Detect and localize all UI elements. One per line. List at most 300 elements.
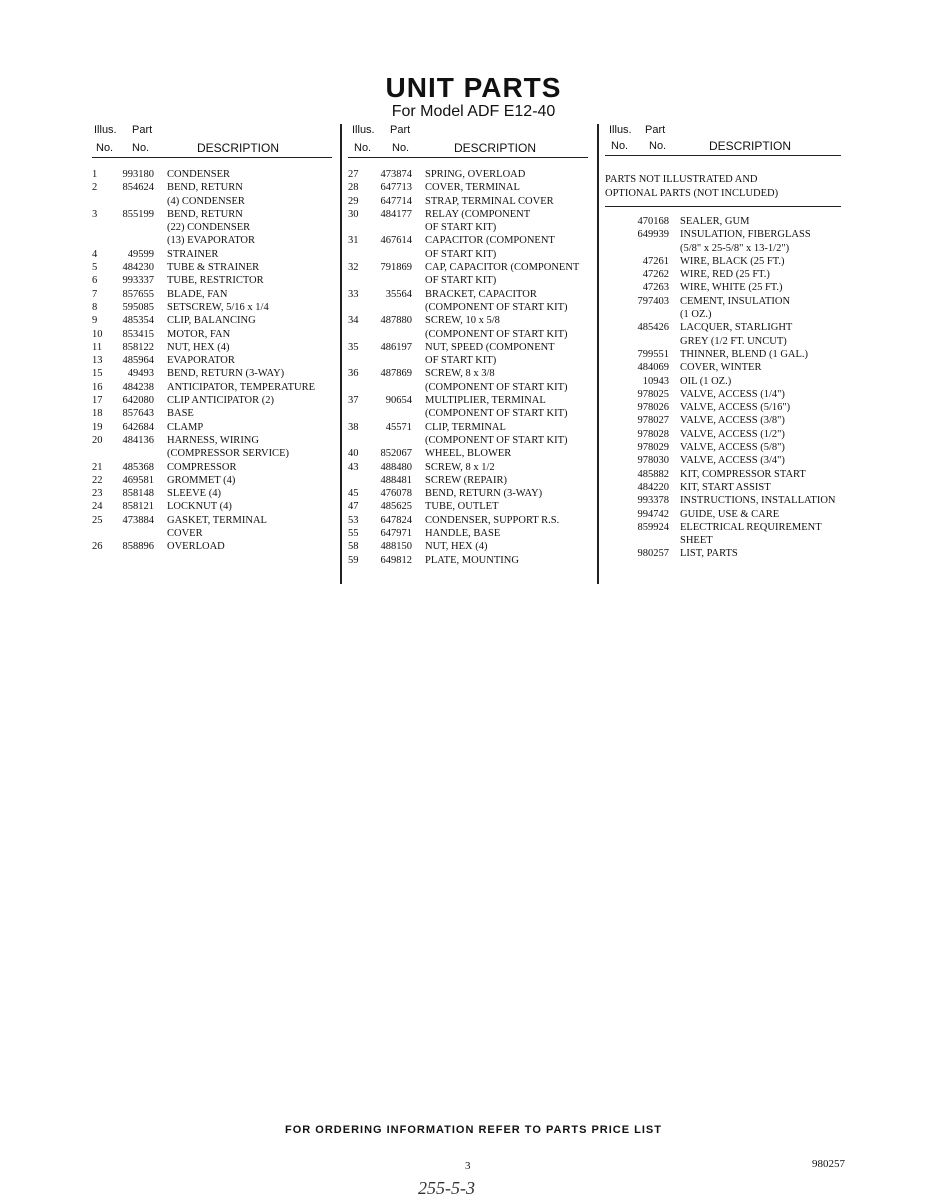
table-row: [605, 295, 845, 308]
illus-number: 37: [348, 395, 359, 407]
table-row: [348, 554, 590, 567]
table-row: [92, 514, 332, 527]
part-description: (COMPONENT OF START KIT): [425, 301, 568, 313]
table-row: [92, 394, 332, 407]
illus-number: 28: [348, 182, 359, 194]
part-description: SCREW (REPAIR): [425, 474, 507, 486]
table-row: [605, 242, 845, 255]
part-description: BASE: [167, 408, 194, 420]
part-number: 857643: [122, 408, 154, 420]
table-row: [348, 288, 590, 301]
part-number: 473884: [122, 514, 154, 526]
table-row: [348, 514, 590, 527]
part-number: 857655: [122, 288, 154, 300]
illus-number: 1: [92, 169, 98, 180]
part-number: 647714: [380, 195, 412, 207]
part-description: CONDENSER: [167, 169, 231, 180]
part-description: ELECTRICAL REQUIREMENT: [680, 521, 822, 533]
table-row: [92, 328, 332, 341]
table-row: [348, 394, 590, 407]
table-row: [605, 534, 845, 547]
illus-number: 7: [92, 288, 98, 300]
part-description: GUIDE, USE & CARE: [680, 508, 780, 520]
illus-number: 38: [348, 421, 359, 433]
description-label: DESCRIPTION: [454, 141, 537, 155]
table-row: [348, 301, 590, 314]
part-no-label: No.: [132, 142, 150, 154]
part-number: 978027: [637, 415, 669, 427]
part-number: 978028: [637, 428, 669, 440]
part-description: CLAMP: [167, 421, 204, 433]
illus-number: 19: [92, 421, 103, 433]
part-description: GASKET, TERMINAL: [167, 514, 267, 526]
part-number: 35564: [385, 288, 412, 300]
part-number: 858896: [122, 541, 154, 553]
part-description: (5/8" x 25-5/8" x 13-1/2"): [680, 242, 790, 254]
page-subtitle: For Model ADF E12-40: [391, 103, 556, 120]
part-description: (COMPONENT OF START KIT): [425, 408, 568, 420]
table-row: [605, 375, 845, 388]
document-number: 980257: [812, 1158, 845, 1170]
table-row: [348, 221, 590, 234]
part-label: Part: [132, 124, 153, 136]
table-row: [605, 521, 845, 534]
table-row: [92, 274, 332, 287]
table-row: [605, 348, 845, 361]
table-row: [92, 447, 332, 460]
part-description: COMPRESSOR: [167, 461, 237, 473]
part-number: 647824: [380, 514, 412, 526]
illus-number: 36: [348, 368, 359, 380]
table-row: [92, 474, 332, 487]
handwritten-note: 255-5-3: [418, 1178, 475, 1198]
part-description: COVER, TERMINAL: [425, 182, 520, 194]
part-number: 488150: [380, 541, 412, 553]
part-description: VALVE, ACCESS (1/2"): [680, 428, 785, 440]
illus-number: 59: [348, 554, 359, 566]
part-description: BRACKET, CAPACITOR: [425, 288, 537, 300]
column-divider: [597, 124, 599, 584]
part-description: RELAY (COMPONENT: [425, 208, 531, 220]
part-description: HANDLE, BASE: [425, 528, 501, 540]
part-description: MULTIPLIER, TERMINAL: [425, 395, 546, 407]
part-number: 487880: [380, 315, 412, 327]
page-title: UNIT PARTS: [385, 72, 562, 103]
part-no-label: No.: [392, 142, 410, 154]
part-description: PLATE, MOUNTING: [425, 554, 519, 566]
illus-number: 31: [348, 235, 359, 247]
table-row: [92, 540, 332, 553]
part-description: HARNESS, WIRING: [167, 434, 259, 446]
part-description: (1 OZ.): [680, 309, 712, 321]
part-number: 642684: [122, 421, 154, 433]
part-number: 45571: [385, 421, 412, 433]
table-row: [348, 274, 590, 287]
illus-number: 18: [92, 408, 103, 420]
part-description: SETSCREW, 5/16 x 1/4: [167, 301, 269, 313]
illus-number: 33: [348, 288, 359, 300]
part-description: CAP, CAPACITOR (COMPONENT: [425, 262, 580, 274]
table-row: [348, 407, 590, 420]
illus-label: Illus.: [94, 124, 117, 136]
part-number: 993378: [637, 495, 669, 507]
illus-label: Illus.: [352, 124, 375, 136]
part-description: SCREW, 8 x 3/8: [425, 368, 495, 380]
parts-column-3: [605, 123, 845, 561]
illus-number: 30: [348, 208, 359, 220]
part-number: 47263: [642, 282, 669, 294]
table-row: [605, 428, 845, 441]
part-number: 978026: [637, 402, 669, 414]
part-number: 484177: [380, 208, 412, 220]
part-number: 647713: [380, 182, 412, 194]
table-row: [348, 341, 590, 354]
part-number: 484230: [122, 262, 154, 274]
table-row: [92, 314, 332, 327]
illus-number: 58: [348, 541, 359, 553]
note-rule: [605, 206, 841, 207]
part-number: 488481: [380, 474, 412, 486]
part-description: COVER: [167, 528, 203, 540]
table-row: [605, 388, 845, 401]
part-number: 855199: [122, 208, 154, 220]
part-number: 473874: [380, 169, 412, 180]
table-row: [92, 341, 332, 354]
part-number: 978025: [637, 388, 669, 400]
part-description: CLIP, TERMINAL: [425, 421, 506, 433]
part-description: (13) EVAPORATOR: [167, 235, 255, 247]
part-number: 485426: [637, 322, 669, 334]
illus-number: 40: [348, 448, 359, 460]
part-description: TUBE, RESTRICTOR: [167, 275, 264, 287]
note-line: PARTS NOT ILLUSTRATED AND: [605, 174, 758, 185]
part-description: (COMPONENT OF START KIT): [425, 434, 568, 446]
part-description: BEND, RETURN (3-WAY): [425, 488, 543, 500]
part-number: 595085: [122, 301, 154, 313]
table-row: [605, 321, 845, 334]
illus-label: Illus.: [609, 124, 632, 136]
table-row: [348, 474, 590, 487]
part-description: CONDENSER, SUPPORT R.S.: [425, 514, 560, 526]
part-description: CLIP, BALANCING: [167, 315, 256, 327]
illus-number: 6: [92, 275, 98, 287]
part-number: 487869: [380, 368, 412, 380]
part-description: OF START KIT): [425, 222, 497, 234]
part-description: LOCKNUT (4): [167, 501, 232, 513]
table-row: [92, 407, 332, 420]
column-divider: [340, 124, 342, 584]
illus-number: 25: [92, 514, 103, 526]
illus-number: 2: [92, 182, 98, 194]
page-number: 3: [465, 1160, 471, 1172]
part-number: 485625: [380, 501, 412, 513]
part-description: WHEEL, BLOWER: [425, 448, 512, 460]
part-number: 647971: [380, 528, 412, 540]
table-row: [92, 234, 332, 247]
part-description: GREY (1/2 FT. UNCUT): [680, 335, 787, 347]
part-number: 980257: [637, 548, 669, 560]
table-row: [348, 181, 590, 194]
table-row: [605, 468, 845, 481]
part-label: Part: [645, 124, 666, 136]
part-description: VALVE, ACCESS (5/16"): [680, 402, 791, 414]
part-description: OF START KIT): [425, 248, 497, 260]
part-description: ANTICIPATOR, TEMPERATURE: [167, 381, 315, 393]
part-description: OVERLOAD: [167, 541, 225, 553]
illus-number: 16: [92, 381, 103, 393]
illus-number: 15: [92, 368, 103, 380]
part-description: WIRE, RED (25 FT.): [680, 269, 770, 281]
part-description: TUBE & STRAINER: [167, 262, 260, 274]
part-number: 649939: [637, 229, 669, 241]
column-header: [605, 123, 845, 159]
part-number: 485368: [122, 461, 154, 473]
ordering-info: FOR ORDERING INFORMATION REFER TO PARTS PRICE LIST: [285, 1124, 662, 1136]
part-description: NUT, SPEED (COMPONENT: [425, 341, 555, 353]
part-number: 994742: [637, 508, 669, 520]
part-number: 859924: [637, 521, 669, 533]
illus-number: 53: [348, 514, 359, 526]
parts-list: [92, 168, 332, 554]
illus-number: 11: [92, 341, 103, 353]
table-row: [92, 367, 332, 380]
note-line: OPTIONAL PARTS (NOT INCLUDED): [605, 187, 779, 199]
table-row: [605, 414, 845, 427]
part-description: CEMENT, INSULATION: [680, 295, 791, 307]
part-description: (COMPRESSOR SERVICE): [167, 448, 289, 460]
part-description: SHEET: [680, 535, 713, 547]
parts-column-2: [348, 123, 590, 567]
table-row: [348, 168, 590, 181]
parts-column-1: [92, 123, 332, 554]
description-label: DESCRIPTION: [197, 141, 280, 155]
illus-number: 26: [92, 541, 103, 553]
not-illustrated-note: [605, 173, 845, 200]
part-description: KIT, COMPRESSOR START: [680, 468, 806, 480]
table-row: [92, 181, 332, 194]
table-row: [348, 195, 590, 208]
illus-number: 47: [348, 501, 359, 513]
table-row: [348, 261, 590, 274]
part-number: 993337: [122, 275, 154, 287]
table-row: [92, 421, 332, 434]
illus-number: 21: [92, 461, 103, 473]
table-row: [92, 248, 332, 261]
part-number: 799551: [637, 348, 669, 360]
part-description: WIRE, WHITE (25 FT.): [680, 282, 783, 294]
part-number: 469581: [122, 474, 154, 486]
part-number: 488480: [380, 461, 412, 473]
part-description: (COMPONENT OF START KIT): [425, 328, 568, 340]
illus-number: 13: [92, 355, 103, 367]
column-header: [92, 123, 332, 159]
part-description: VALVE, ACCESS (3/8"): [680, 415, 785, 427]
header-rule: [348, 157, 588, 158]
part-label: Part: [390, 124, 411, 136]
table-row: [348, 248, 590, 261]
illus-number: 34: [348, 315, 359, 327]
part-number: 858122: [122, 341, 154, 353]
table-row: [605, 481, 845, 494]
table-row: [348, 500, 590, 513]
part-number: 797403: [637, 295, 669, 307]
part-description: OIL (1 OZ.): [680, 375, 732, 387]
part-number: 47261: [642, 255, 669, 267]
table-row: [92, 301, 332, 314]
parts-list: [605, 215, 845, 561]
part-description: WIRE, BLACK (25 FT.): [680, 255, 785, 267]
part-description: LIST, PARTS: [680, 548, 738, 560]
part-description: CAPACITOR (COMPONENT: [425, 235, 555, 247]
part-number: 90654: [385, 395, 412, 407]
table-row: [348, 314, 590, 327]
illus-number: 22: [92, 474, 103, 486]
part-number: 852067: [380, 448, 412, 460]
table-row: [605, 335, 845, 348]
table-row: [348, 367, 590, 380]
part-number: 854624: [122, 182, 154, 194]
table-row: [92, 381, 332, 394]
table-row: [605, 547, 845, 560]
table-row: [605, 281, 845, 294]
part-number: 484069: [637, 362, 669, 374]
illus-no-label: No.: [96, 142, 114, 154]
table-row: [348, 527, 590, 540]
table-row: [92, 527, 332, 540]
part-description: NUT, HEX (4): [167, 341, 230, 353]
table-row: [348, 434, 590, 447]
part-description: SCREW, 8 x 1/2: [425, 461, 495, 473]
column-header: [348, 123, 590, 159]
table-row: [348, 234, 590, 247]
part-description: SEALER, GUM: [680, 216, 750, 227]
part-number: 791869: [380, 262, 412, 274]
illus-no-label: No.: [354, 142, 372, 154]
part-number: 485964: [122, 355, 154, 367]
part-description: CLIP ANTICIPATOR (2): [167, 395, 274, 407]
illus-number: 35: [348, 341, 359, 353]
header-rule: [92, 157, 332, 158]
part-description: VALVE, ACCESS (3/4"): [680, 455, 785, 467]
part-description: OF START KIT): [425, 355, 497, 367]
table-row: [92, 487, 332, 500]
part-description: SLEEVE (4): [167, 488, 221, 500]
part-description: OF START KIT): [425, 275, 497, 287]
illus-number: 4: [92, 248, 98, 260]
part-number: 484220: [637, 481, 669, 493]
part-number: 467614: [380, 235, 412, 247]
part-description: STRAP, TERMINAL COVER: [425, 195, 554, 207]
table-row: [605, 228, 845, 241]
part-number: 470168: [637, 216, 669, 227]
part-description: STRAINER: [167, 248, 219, 260]
illus-number: 24: [92, 501, 103, 513]
part-description: BEND, RETURN: [167, 182, 243, 194]
table-row: [92, 354, 332, 367]
table-row: [348, 208, 590, 221]
table-row: [605, 441, 845, 454]
part-number: 853415: [122, 328, 154, 340]
part-number: 47262: [642, 269, 669, 281]
table-row: [348, 540, 590, 553]
table-row: [348, 487, 590, 500]
part-number: 10943: [642, 375, 669, 387]
table-row: [348, 354, 590, 367]
illus-no-label: No.: [611, 140, 629, 152]
part-description: SCREW, 10 x 5/8: [425, 315, 500, 327]
part-number: 484136: [122, 434, 154, 446]
part-description: KIT, START ASSIST: [680, 481, 771, 493]
table-row: [348, 381, 590, 394]
part-description: BLADE, FAN: [167, 288, 228, 300]
part-description: MOTOR, FAN: [167, 328, 231, 340]
part-description: GROMMET (4): [167, 474, 236, 486]
table-row: [605, 361, 845, 374]
part-number: 978029: [637, 442, 669, 454]
table-row: [605, 268, 845, 281]
table-row: [605, 255, 845, 268]
part-number: 858121: [122, 501, 154, 513]
part-description: INSTRUCTIONS, INSTALLATION: [680, 495, 836, 507]
parts-list: [348, 168, 590, 567]
table-row: [92, 168, 332, 181]
part-number: 642080: [122, 395, 154, 407]
part-number: 485882: [637, 468, 669, 480]
part-description: EVAPORATOR: [167, 355, 235, 367]
table-row: [605, 508, 845, 521]
illus-number: 23: [92, 488, 103, 500]
part-number: 858148: [122, 488, 154, 500]
part-number: 978030: [637, 455, 669, 467]
part-number: 486197: [380, 341, 412, 353]
part-description: (4) CONDENSER: [167, 195, 245, 207]
part-no-label: No.: [649, 140, 667, 152]
part-number: 476078: [380, 488, 412, 500]
illus-number: 10: [92, 328, 103, 340]
illus-number: 32: [348, 262, 359, 274]
table-row: [92, 288, 332, 301]
table-row: [605, 308, 845, 321]
part-description: NUT, HEX (4): [425, 541, 488, 553]
illus-number: 17: [92, 395, 103, 407]
table-row: [92, 261, 332, 274]
illus-number: 45: [348, 488, 359, 500]
part-description: (22) CONDENSER: [167, 222, 251, 234]
table-row: [605, 494, 845, 507]
illus-number: 55: [348, 528, 359, 540]
table-row: [92, 208, 332, 221]
table-row: [92, 500, 332, 513]
part-number: 49493: [127, 368, 154, 380]
part-number: 484238: [122, 381, 154, 393]
table-row: [92, 461, 332, 474]
part-description: COVER, WINTER: [680, 362, 762, 374]
part-description: LACQUER, STARLIGHT: [680, 322, 793, 334]
table-row: [348, 421, 590, 434]
part-number: 485354: [122, 315, 154, 327]
illus-number: 5: [92, 262, 98, 274]
part-number: 49599: [127, 248, 154, 260]
part-number: 993180: [122, 169, 154, 180]
part-description: VALVE, ACCESS (5/8"): [680, 442, 785, 454]
table-row: [92, 434, 332, 447]
table-row: [348, 461, 590, 474]
part-number: 649812: [380, 554, 412, 566]
illus-number: 8: [92, 301, 98, 313]
table-row: [605, 401, 845, 414]
part-description: SPRING, OVERLOAD: [425, 169, 526, 180]
table-row: [348, 447, 590, 460]
